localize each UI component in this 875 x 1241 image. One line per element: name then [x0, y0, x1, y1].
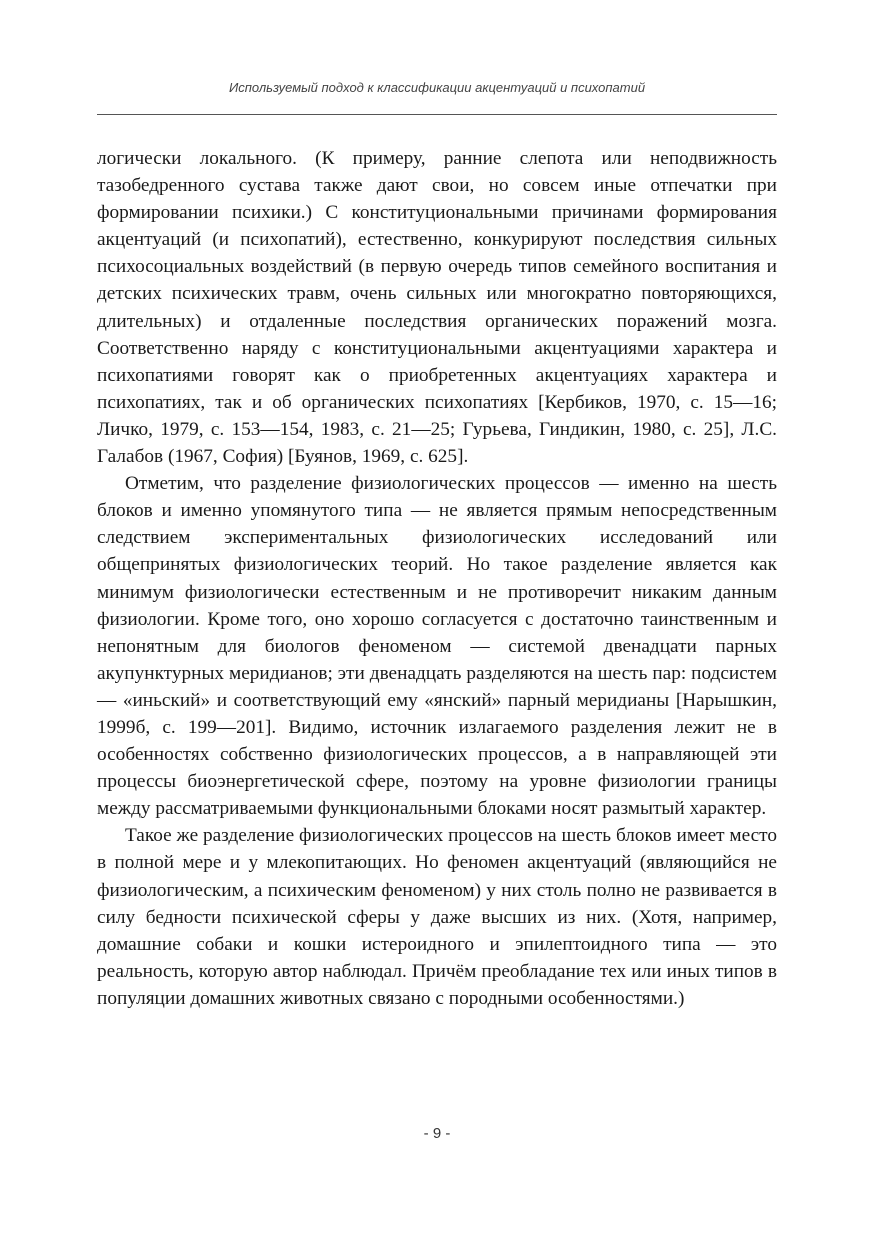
- running-header: Используемый подход к классификации акцентуаций и психопатий: [228, 80, 646, 95]
- paragraph-physiology-blocks: Отметим, что разделение физиологических процессов — именно на шесть блоков и именно упомянутого типа — не является прямым непосредственным следствием экспериментальных физиологических исследований или общепринятых физиологических теорий. Но такое разделение является как минимум физиологически естественным и не противоречит никаким данным физиологии. Кроме того, оно хорошо согласуется с достаточно таинственным и непонятным для биологов феноменом — системой двенадцати парных акупунктурных меридианов; эти двенадцать разделяются на шесть пар: подсистем — «иньский» и соответствующий ему «янский» парный меридианы [Нарышкин, 1999б, с. 199—201]. Видимо, источник излагаемого разделения лежит не в особенностях собственно физиологических процессов, а в направляющей эти процессы биоэнергетической сфере, поэтому на уровне физиологии границы между рассматриваемыми функциональными блоками носят размытый характер.: [97, 473, 777, 820]
- page-number: - 9 -: [423, 1125, 451, 1142]
- paragraph-continuation: логически локального. (К примеру, ранние слепота или неподвижность тазобедренного сустава также дают свои, но совсем иные отпечатки при формировании психики.) С конституциональными причинами формирования акцентуаций (и психопатий), естественно, конкурируют последствия сильных психосоциальных воздействий (в первую очередь типов семейного воспитания и детских психических травм, очень сильных или многократно повторяющихся, длительных) и отдаленные последствия органических поражений мозга. Соответственно наряду с конституциональными акцентуациями характера и психопатиями говорят как о приобретенных акцентуациях характера и психопатиях, так и об органических психопатиях [Кербиков, 1970, с. 15—16; Личко, 1979, с. 153—154, 1983, с. 21—25; Гурьева, Гиндикин, 1980, с. 25], Л.С. Галабов (1967, София) [Буянов, 1969, с. 625].: [97, 148, 777, 468]
- paragraph-mammals: Такое же разделение физиологических процессов на шесть блоков имеет место в полной мере и у млекопитающих. Но феномен акцентуаций (являющийся не физиологическим, а психическим феноменом) у них столь полно не развивается в силу бедности психической сферы у даже высших из них. (Хотя, например, домашние собаки и кошки истероидного и эпилептоидного типа — это реальность, которую автор наблюдал. Причём преобладание тех или иных типов в популяции домашних животных связано с породными особенностями.): [97, 825, 777, 1009]
- header-divider: [97, 114, 777, 115]
- body-text: [97, 145, 777, 1012]
